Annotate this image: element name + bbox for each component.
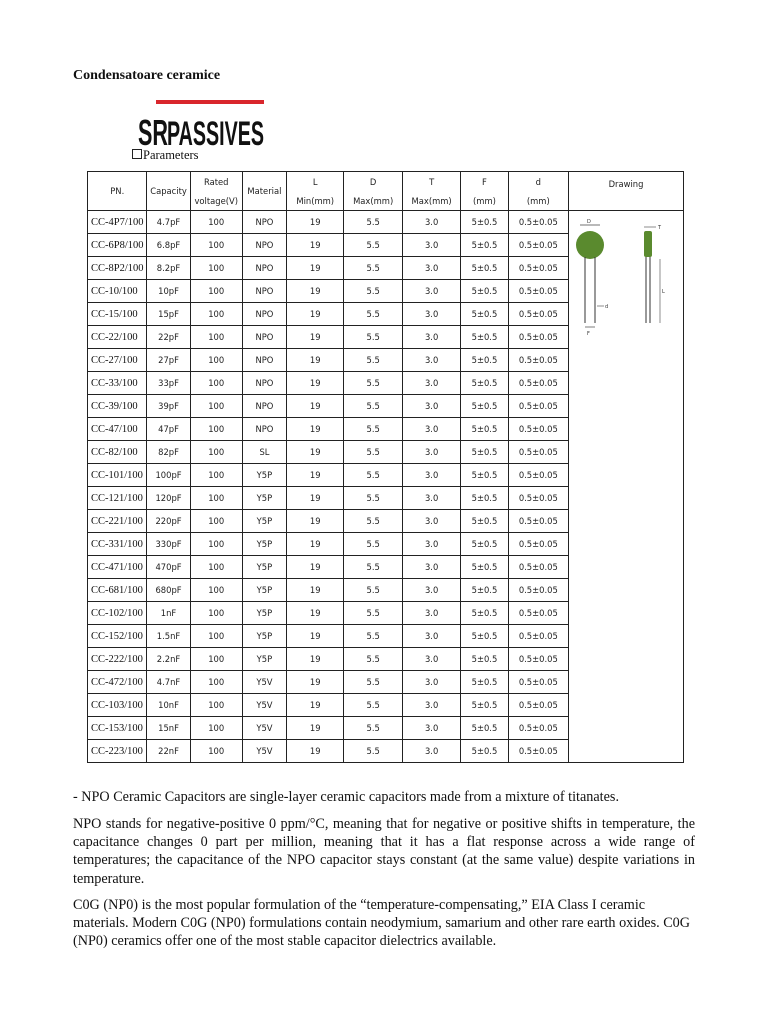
cell-material: Y5P — [242, 464, 286, 487]
cell-t: 3.0 — [402, 510, 460, 533]
cell-l: 19 — [286, 395, 343, 418]
cell-t: 3.0 — [402, 556, 460, 579]
cell-pn: CC-222/100 — [88, 648, 147, 671]
cell-pn: CC-15/100 — [88, 303, 147, 326]
cell-t: 3.0 — [402, 579, 460, 602]
cell-capacity: 10pF — [147, 280, 190, 303]
cell-capacity: 120pF — [147, 487, 190, 510]
header-d-diameter-unit: Max(mm) — [344, 191, 402, 211]
cell-t: 3.0 — [402, 326, 460, 349]
cell-l: 19 — [286, 671, 343, 694]
cell-t: 3.0 — [402, 694, 460, 717]
cell-d-diameter: 5.5 — [344, 533, 402, 556]
header-l-unit: Min(mm) — [286, 191, 343, 211]
cell-capacity: 6.8pF — [147, 234, 190, 257]
cell-d-lead: 0.5±0.05 — [508, 740, 569, 763]
cell-capacity: 680pF — [147, 579, 190, 602]
c0g-paragraph: C0G (NP0) is the most popular formulation of the “temperature-compensating,” EIA Class I ceramic materials. Modern C0G (NP0) formulations contain neodymium, samarium and other rare earth oxides. C0G (NP0) ceramics offer one of the most stable capacitor dielectrics available. — [73, 897, 691, 950]
cell-f: 5±0.5 — [461, 280, 508, 303]
cell-l: 19 — [286, 441, 343, 464]
cell-capacity: 22nF — [147, 740, 190, 763]
cell-pn: CC-39/100 — [88, 395, 147, 418]
cell-t: 3.0 — [402, 303, 460, 326]
capacitor-disc-side — [644, 231, 652, 257]
cell-t: 3.0 — [402, 418, 460, 441]
cell-d-lead: 0.5±0.05 — [508, 372, 569, 395]
cell-t: 3.0 — [402, 625, 460, 648]
cell-t: 3.0 — [402, 487, 460, 510]
cell-capacity: 4.7pF — [147, 211, 190, 234]
header-rated: Rated — [190, 172, 242, 192]
logo-sr: SR — [138, 112, 168, 150]
logo-red-bar — [156, 100, 264, 104]
cell-l: 19 — [286, 372, 343, 395]
cell-t: 3.0 — [402, 602, 460, 625]
cell-d-lead: 0.5±0.05 — [508, 487, 569, 510]
cell-t: 3.0 — [402, 671, 460, 694]
cell-f: 5±0.5 — [461, 556, 508, 579]
cell-material: NPO — [242, 349, 286, 372]
svg-text:T: T — [658, 225, 662, 231]
cell-d-diameter: 5.5 — [344, 510, 402, 533]
cell-l: 19 — [286, 464, 343, 487]
cell-capacity: 330pF — [147, 533, 190, 556]
cell-d-diameter: 5.5 — [344, 257, 402, 280]
cell-pn: CC-4P7/100 — [88, 211, 147, 234]
cell-l: 19 — [286, 418, 343, 441]
header-d-diameter: D — [344, 172, 402, 192]
cell-d-diameter: 5.5 — [344, 395, 402, 418]
cell-t: 3.0 — [402, 349, 460, 372]
cell-l: 19 — [286, 303, 343, 326]
cell-d-lead: 0.5±0.05 — [508, 648, 569, 671]
header-d-lead: d — [508, 172, 569, 192]
cell-voltage: 100 — [190, 326, 242, 349]
cell-l: 19 — [286, 694, 343, 717]
cell-d-diameter: 5.5 — [344, 671, 402, 694]
cell-l: 19 — [286, 211, 343, 234]
cell-f: 5±0.5 — [461, 694, 508, 717]
cell-d-lead: 0.5±0.05 — [508, 625, 569, 648]
cell-d-diameter: 5.5 — [344, 556, 402, 579]
cell-d-lead: 0.5±0.05 — [508, 717, 569, 740]
cell-voltage: 100 — [190, 303, 242, 326]
cell-d-lead: 0.5±0.05 — [508, 556, 569, 579]
cell-material: Y5V — [242, 694, 286, 717]
cell-l: 19 — [286, 602, 343, 625]
cell-f: 5±0.5 — [461, 395, 508, 418]
cell-material: Y5P — [242, 579, 286, 602]
header-l: L — [286, 172, 343, 192]
cell-t: 3.0 — [402, 257, 460, 280]
cell-capacity: 2.2nF — [147, 648, 190, 671]
cell-capacity: 220pF — [147, 510, 190, 533]
cell-pn: CC-33/100 — [88, 372, 147, 395]
header-f-unit: (mm) — [461, 191, 508, 211]
cell-d-diameter: 5.5 — [344, 694, 402, 717]
cell-f: 5±0.5 — [461, 740, 508, 763]
cell-capacity: 22pF — [147, 326, 190, 349]
logo-passives: PASSIVES — [167, 115, 264, 150]
header-t: T — [402, 172, 460, 192]
header-rated-voltage: voltage(V) — [190, 191, 242, 211]
cell-material: NPO — [242, 211, 286, 234]
cell-capacity: 4.7nF — [147, 671, 190, 694]
cell-voltage: 100 — [190, 625, 242, 648]
cell-material: NPO — [242, 395, 286, 418]
cell-material: NPO — [242, 418, 286, 441]
cell-d-diameter: 5.5 — [344, 625, 402, 648]
cell-material: NPO — [242, 280, 286, 303]
cell-f: 5±0.5 — [461, 234, 508, 257]
cell-d-lead: 0.5±0.05 — [508, 441, 569, 464]
cell-d-diameter: 5.5 — [344, 464, 402, 487]
cell-t: 3.0 — [402, 211, 460, 234]
cell-t: 3.0 — [402, 280, 460, 303]
table-body — [88, 211, 684, 763]
cell-d-diameter: 5.5 — [344, 211, 402, 234]
cell-f: 5±0.5 — [461, 441, 508, 464]
cell-d-diameter: 5.5 — [344, 303, 402, 326]
cell-t: 3.0 — [402, 740, 460, 763]
cell-capacity: 100pF — [147, 464, 190, 487]
cell-d-lead: 0.5±0.05 — [508, 349, 569, 372]
svg-text:F: F — [587, 331, 590, 337]
cell-f: 5±0.5 — [461, 464, 508, 487]
header-d-lead-unit: (mm) — [508, 191, 569, 211]
cell-pn: CC-22/100 — [88, 326, 147, 349]
cell-l: 19 — [286, 280, 343, 303]
cell-material: Y5V — [242, 740, 286, 763]
cell-voltage: 100 — [190, 602, 242, 625]
cell-t: 3.0 — [402, 648, 460, 671]
capacitor-spec-table — [87, 171, 684, 763]
cell-l: 19 — [286, 717, 343, 740]
table-header-row-1 — [88, 172, 684, 192]
cell-pn: CC-153/100 — [88, 717, 147, 740]
cell-pn: CC-103/100 — [88, 694, 147, 717]
checkbox-glyph-icon — [132, 149, 142, 159]
cell-d-lead: 0.5±0.05 — [508, 234, 569, 257]
cell-f: 5±0.5 — [461, 625, 508, 648]
cell-voltage: 100 — [190, 418, 242, 441]
cell-voltage: 100 — [190, 395, 242, 418]
cell-d-diameter: 5.5 — [344, 349, 402, 372]
cell-d-diameter: 5.5 — [344, 441, 402, 464]
header-t-unit: Max(mm) — [402, 191, 460, 211]
cell-d-diameter: 5.5 — [344, 326, 402, 349]
cell-d-diameter: 5.5 — [344, 717, 402, 740]
cell-voltage: 100 — [190, 349, 242, 372]
cell-capacity: 1nF — [147, 602, 190, 625]
cell-material: NPO — [242, 372, 286, 395]
header-pn: PN. — [88, 172, 147, 211]
cell-l: 19 — [286, 648, 343, 671]
cell-d-lead: 0.5±0.05 — [508, 303, 569, 326]
cell-material: Y5P — [242, 533, 286, 556]
cell-voltage: 100 — [190, 579, 242, 602]
cell-pn: CC-681/100 — [88, 579, 147, 602]
cell-capacity: 27pF — [147, 349, 190, 372]
cell-pn: CC-47/100 — [88, 418, 147, 441]
cell-material: NPO — [242, 303, 286, 326]
cell-voltage: 100 — [190, 257, 242, 280]
capacitor-drawing — [570, 211, 682, 341]
cell-f: 5±0.5 — [461, 487, 508, 510]
cell-d-lead: 0.5±0.05 — [508, 418, 569, 441]
cell-f: 5±0.5 — [461, 211, 508, 234]
cell-l: 19 — [286, 349, 343, 372]
cell-pn: CC-8P2/100 — [88, 257, 147, 280]
cell-capacity: 15nF — [147, 717, 190, 740]
table-row — [88, 211, 684, 234]
cell-t: 3.0 — [402, 372, 460, 395]
cell-d-diameter: 5.5 — [344, 372, 402, 395]
cell-material: NPO — [242, 326, 286, 349]
cell-pn: CC-472/100 — [88, 671, 147, 694]
svg-text:L: L — [662, 289, 665, 295]
cell-d-lead: 0.5±0.05 — [508, 602, 569, 625]
cell-l: 19 — [286, 234, 343, 257]
cell-f: 5±0.5 — [461, 717, 508, 740]
cell-voltage: 100 — [190, 372, 242, 395]
header-drawing: Drawing — [569, 172, 684, 211]
cell-t: 3.0 — [402, 464, 460, 487]
cell-f: 5±0.5 — [461, 326, 508, 349]
cell-voltage: 100 — [190, 694, 242, 717]
cell-d-diameter: 5.5 — [344, 602, 402, 625]
cell-voltage: 100 — [190, 280, 242, 303]
cell-voltage: 100 — [190, 740, 242, 763]
cell-pn: CC-152/100 — [88, 625, 147, 648]
cell-d-lead: 0.5±0.05 — [508, 280, 569, 303]
cell-material: Y5V — [242, 671, 286, 694]
cell-voltage: 100 — [190, 648, 242, 671]
capacitor-disc-front — [576, 231, 604, 259]
svg-text:D: D — [587, 219, 591, 225]
cell-material: Y5P — [242, 487, 286, 510]
cell-capacity: 39pF — [147, 395, 190, 418]
cell-l: 19 — [286, 326, 343, 349]
cell-t: 3.0 — [402, 533, 460, 556]
cell-material: Y5P — [242, 556, 286, 579]
cell-voltage: 100 — [190, 717, 242, 740]
cell-pn: CC-471/100 — [88, 556, 147, 579]
cell-l: 19 — [286, 487, 343, 510]
header-capacity: Capacity — [147, 172, 190, 211]
cell-d-diameter: 5.5 — [344, 740, 402, 763]
cell-capacity: 33pF — [147, 372, 190, 395]
cell-pn: CC-101/100 — [88, 464, 147, 487]
cell-voltage: 100 — [190, 441, 242, 464]
cell-pn: CC-331/100 — [88, 533, 147, 556]
cell-capacity: 10nF — [147, 694, 190, 717]
cell-material: NPO — [242, 257, 286, 280]
svg-text:d: d — [605, 304, 609, 310]
cell-f: 5±0.5 — [461, 602, 508, 625]
cell-d-diameter: 5.5 — [344, 579, 402, 602]
cell-t: 3.0 — [402, 717, 460, 740]
cell-material: Y5P — [242, 510, 286, 533]
cell-l: 19 — [286, 579, 343, 602]
cell-l: 19 — [286, 625, 343, 648]
cell-capacity: 47pF — [147, 418, 190, 441]
cell-pn: CC-6P8/100 — [88, 234, 147, 257]
cell-pn: CC-102/100 — [88, 602, 147, 625]
cell-material: Y5P — [242, 625, 286, 648]
cell-voltage: 100 — [190, 234, 242, 257]
cell-voltage: 100 — [190, 533, 242, 556]
cell-d-diameter: 5.5 — [344, 280, 402, 303]
cell-t: 3.0 — [402, 234, 460, 257]
cell-capacity: 15pF — [147, 303, 190, 326]
cell-f: 5±0.5 — [461, 533, 508, 556]
cell-d-lead: 0.5±0.05 — [508, 326, 569, 349]
cell-f: 5±0.5 — [461, 579, 508, 602]
npo-definition-paragraph: NPO stands for negative-positive 0 ppm/°C, meaning that for negative or positive shifts in temperature, the capacitance changes 0 part per million, meaning that it has a flat response across a wide range of temperatures; the capacitance of the NPO capacitor stays constant (at the same value) despite variations in temperature. — [73, 816, 695, 887]
cell-voltage: 100 — [190, 510, 242, 533]
cell-f: 5±0.5 — [461, 257, 508, 280]
page-heading: Condensatoare ceramice — [73, 68, 221, 83]
cell-l: 19 — [286, 533, 343, 556]
header-material: Material — [242, 172, 286, 211]
cell-d-lead: 0.5±0.05 — [508, 671, 569, 694]
srpassives-logo — [138, 100, 268, 150]
cell-f: 5±0.5 — [461, 648, 508, 671]
cell-d-diameter: 5.5 — [344, 648, 402, 671]
cell-voltage: 100 — [190, 487, 242, 510]
cell-material: Y5V — [242, 717, 286, 740]
cell-d-lead: 0.5±0.05 — [508, 579, 569, 602]
header-f: F — [461, 172, 508, 192]
cell-f: 5±0.5 — [461, 303, 508, 326]
cell-f: 5±0.5 — [461, 372, 508, 395]
cell-pn: CC-10/100 — [88, 280, 147, 303]
cell-l: 19 — [286, 556, 343, 579]
cell-capacity: 470pF — [147, 556, 190, 579]
cell-voltage: 100 — [190, 211, 242, 234]
cell-voltage: 100 — [190, 464, 242, 487]
cell-d-lead: 0.5±0.05 — [508, 395, 569, 418]
cell-material: Y5P — [242, 602, 286, 625]
cell-l: 19 — [286, 257, 343, 280]
cell-d-diameter: 5.5 — [344, 418, 402, 441]
cell-l: 19 — [286, 740, 343, 763]
cell-d-lead: 0.5±0.05 — [508, 533, 569, 556]
cell-d-lead: 0.5±0.05 — [508, 257, 569, 280]
cell-capacity: 8.2pF — [147, 257, 190, 280]
cell-pn: CC-223/100 — [88, 740, 147, 763]
cell-l: 19 — [286, 510, 343, 533]
cell-f: 5±0.5 — [461, 510, 508, 533]
cell-f: 5±0.5 — [461, 349, 508, 372]
cell-d-lead: 0.5±0.05 — [508, 694, 569, 717]
cell-capacity: 82pF — [147, 441, 190, 464]
cell-d-lead: 0.5±0.05 — [508, 211, 569, 234]
cell-material: SL — [242, 441, 286, 464]
cell-t: 3.0 — [402, 395, 460, 418]
npo-intro-paragraph: - NPO Ceramic Capacitors are single-layer ceramic capacitors made from a mixture of titanates. — [73, 789, 619, 805]
cell-d-diameter: 5.5 — [344, 487, 402, 510]
cell-pn: CC-27/100 — [88, 349, 147, 372]
cell-voltage: 100 — [190, 556, 242, 579]
cell-t: 3.0 — [402, 441, 460, 464]
cell-d-lead: 0.5±0.05 — [508, 464, 569, 487]
cell-pn: CC-82/100 — [88, 441, 147, 464]
cell-voltage: 100 — [190, 671, 242, 694]
cell-capacity: 1.5nF — [147, 625, 190, 648]
cell-material: NPO — [242, 234, 286, 257]
cell-pn: CC-221/100 — [88, 510, 147, 533]
cell-f: 5±0.5 — [461, 671, 508, 694]
cell-d-lead: 0.5±0.05 — [508, 510, 569, 533]
parameters-label: Parameters — [132, 148, 199, 163]
cell-pn: CC-121/100 — [88, 487, 147, 510]
drawing-cell — [569, 211, 684, 763]
cell-f: 5±0.5 — [461, 418, 508, 441]
cell-d-diameter: 5.5 — [344, 234, 402, 257]
cell-material: Y5P — [242, 648, 286, 671]
